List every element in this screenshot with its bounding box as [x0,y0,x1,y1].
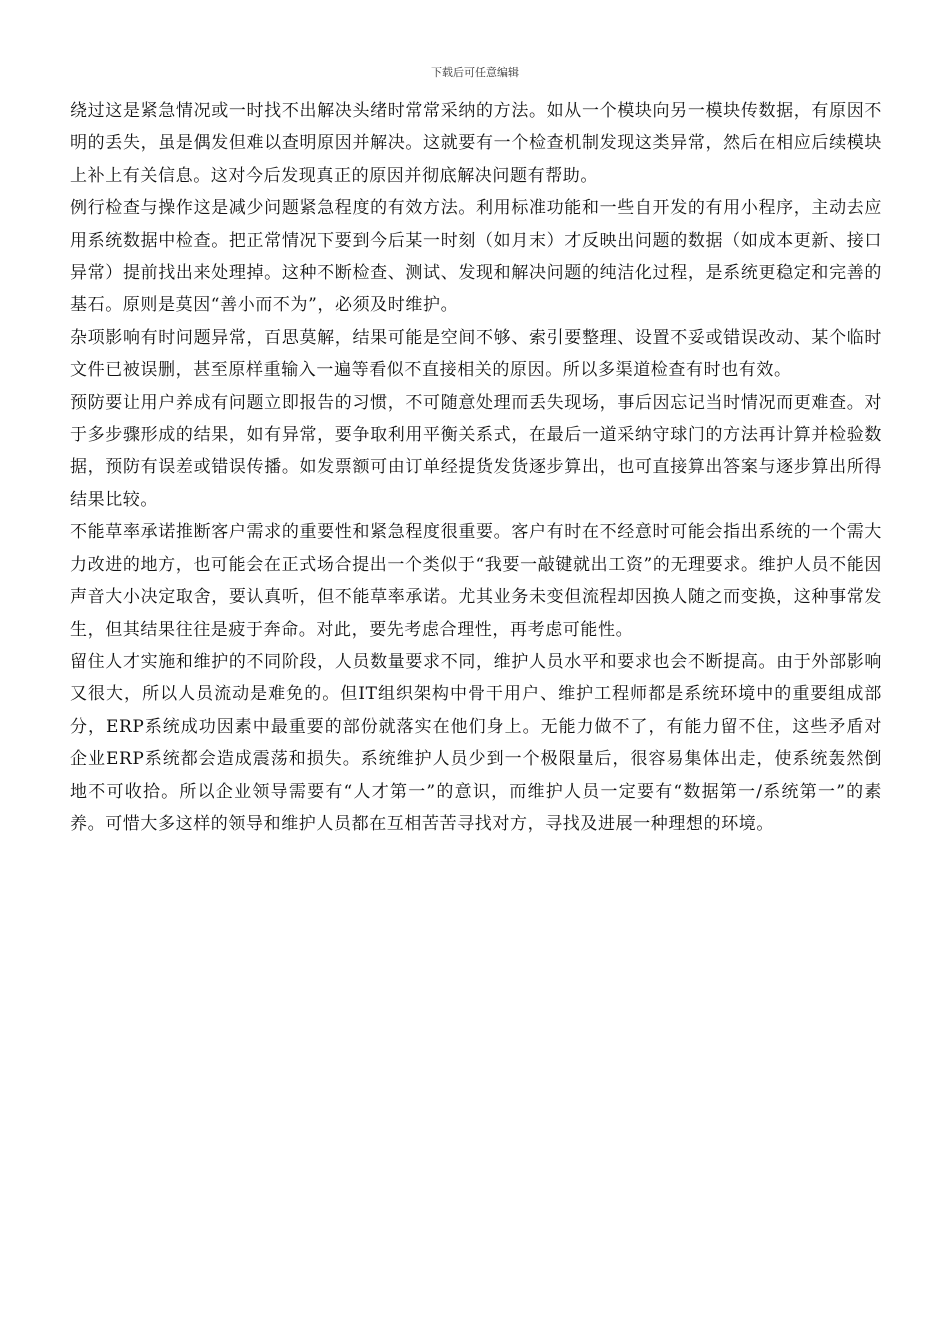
page-header: 下载后可任意编辑 [431,66,519,79]
paragraph-prevention: 预防要让用户养成有问题立即报告的习惯，不可随意处理而丢失现场，事后因忘记当时情况而更难查。对于多步骤形成的结果，如有异常，要争取利用平衡关系式，在最后一道采纳守球门的方法再计算并检验数据，预防有误差或错误传播。如发票额可由订单经提货发货逐步算出，也可直接算出答案与逐步算出所得结果比较。 [70,392,882,510]
paragraph-bypass: 绕过这是紧急情况或一时找不出解决头绪时常常采纳的方法。如从一个模块向另一模块传数据，有原因不明的丢失，虽是偶发但难以查明原因并解决。这就要有一个检查机制发现这类异常，然后在相应后续模块上补上有关信息。这对今后发现真正的原因并彻底解决问题有帮助。 [70,101,882,186]
document-body [70,95,882,840]
paragraph-retain-talent: 留住人才实施和维护的不同阶段，人员数量要求不同，维护人员水平和要求也会不断提高。由于外部影响又很大，所以人员流动是难免的。但IT组织架构中骨干用户、维护工程师都是系统环境中的重要组成部分，ERP系统成功因素中最重要的部份就落实在他们身上。无能力做不了，有能力留不住，这些矛盾对企业ERP系统都会造成震荡和损失。系统维护人员少到一个极限量后，很容易集体出走，使系统轰然倒地不可收拾。所以企业领导需要有“人才第一”的意识，而维护人员一定要有“数据第一/系统第一”的素养。可惜大多这样的领导和维护人员都在互相苦苦寻找对方，寻找及进展一种理想的环境。 [70,651,882,834]
paragraph-no-rash-promise: 不能草率承诺推断客户需求的重要性和紧急程度很重要。客户有时在不经意时可能会指出系统的一个需大力改进的地方，也可能会在正式场合提出一个类似于“我要一敲键就出工资”的无理要求。维护人员不能因声音大小决定取舍，要认真听，但不能草率承诺。尤其业务未变但流程却因换人随之而变换，这种事常发生，但其结果往往是疲于奔命。对此，要先考虑合理性，再考虑可能性。 [70,522,882,640]
paragraph-routine-check: 例行检查与操作这是减少问题紧急程度的有效方法。利用标准功能和一些自开发的有用小程序，主动去应用系统数据中检查。把正常情况下要到今后某一时刻（如月末）才反映出问题的数据（如成本更新、接口异常）提前找出来处理掉。这种不断检查、测试、发现和解决问题的纯洁化过程，是系统更稳定和完善的基石。原则是莫因“善小而不为”，必须及时维护。 [70,198,882,316]
paragraph-misc-effects: 杂项影响有时问题异常，百思莫解，结果可能是空间不够、索引要整理、设置不妥或错误改动、某个临时文件已被误删，甚至原样重输入一遍等看似不直接相关的原因。所以多渠道检查有时也有效。 [70,327,882,381]
